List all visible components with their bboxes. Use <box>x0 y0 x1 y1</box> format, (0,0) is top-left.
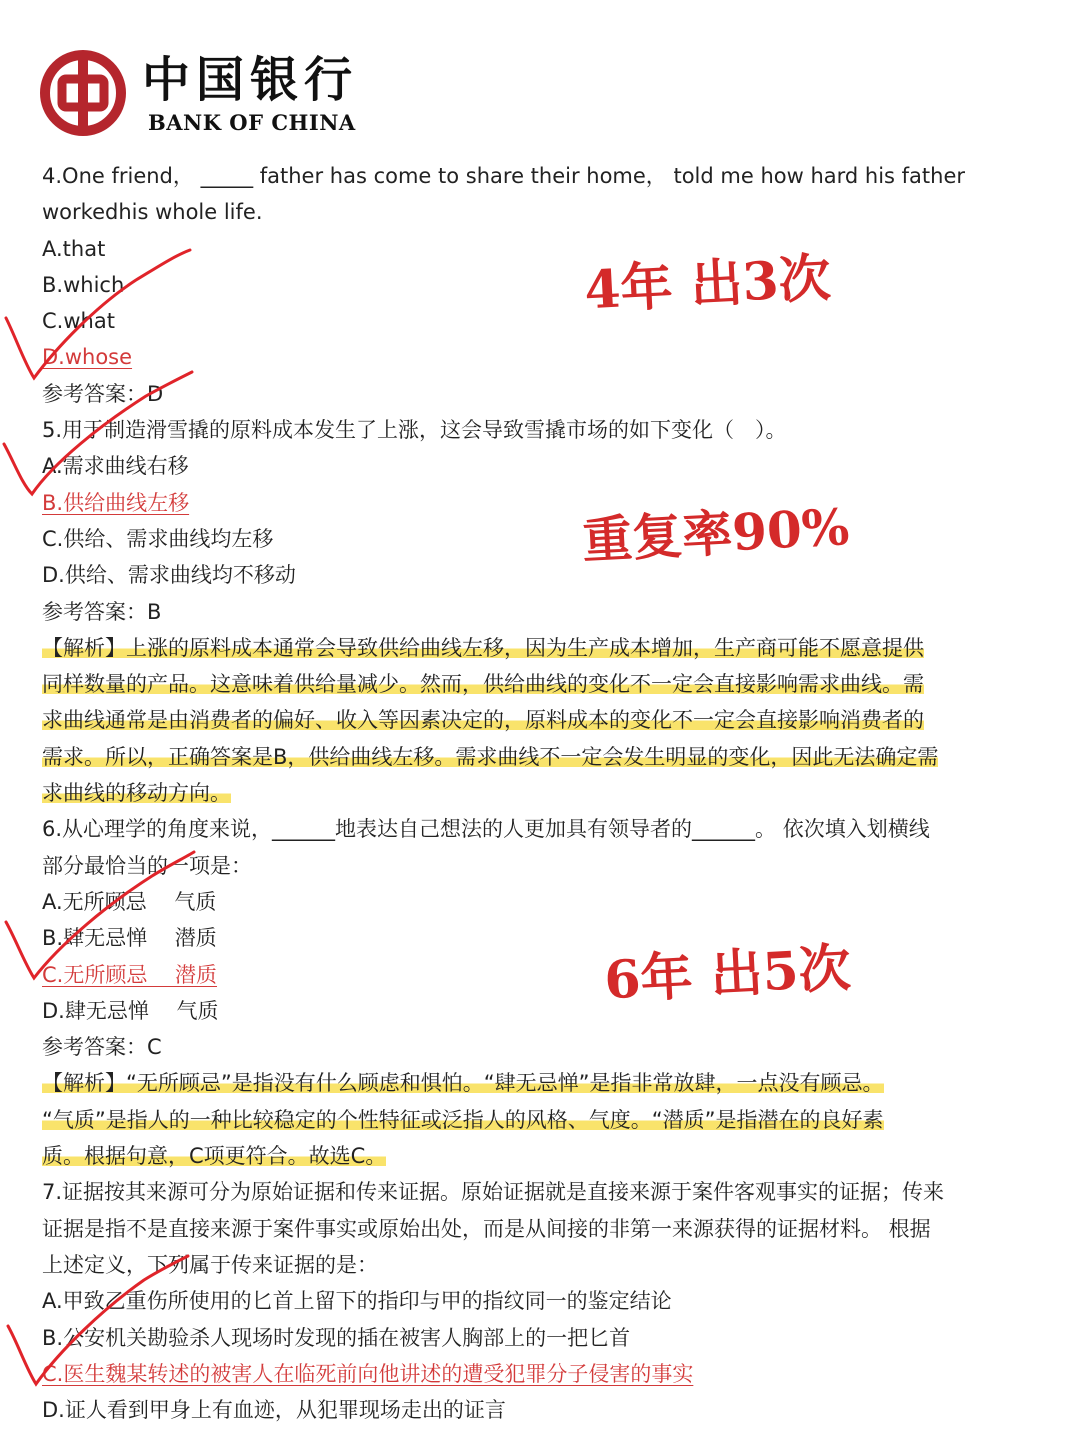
q5-option-c: C.供给、需求曲线均左移 <box>42 526 274 551</box>
q7-stem-line2: 证据是指不是直接来源于案件事实或原始出处，而是从间接的非第一来源获得的证据材料。 根据 <box>42 1216 931 1241</box>
highlighted-text: 求曲线的移动方向。 <box>42 781 231 806</box>
q7-option-b: B.公安机关勘验杀人现场时发现的插在被害人胸部上的一把匕首 <box>42 1325 631 1350</box>
q7-option-a: A.甲致乙重伤所使用的匕首上留下的指印与甲的指纹同一的鉴定结论 <box>42 1289 672 1314</box>
q7-stem-line1: 7.证据按其来源可分为原始证据和传来证据。原始证据就是直接来源于案件客观事实的证据；传来 <box>42 1180 945 1205</box>
highlighted-text: 同样数量的产品。这意味着供给量减少。然而，供给曲线的变化不一定会直接影响需求曲线。需 <box>42 672 924 697</box>
highlighted-text: 求曲线通常是由消费者的偏好、收入等因素决定的，原料成本的变化不一定会直接影响消费者的 <box>42 708 924 733</box>
q6-option-a: A.无所顾忌 气质 <box>42 889 217 914</box>
q6-analysis-line2 <box>42 1102 1062 1138</box>
q6-stem-line2: 部分最恰当的一项是： <box>42 853 252 878</box>
handwritten-note-repeat-rate: 重复率90% <box>580 497 851 570</box>
q5-option-a: A.需求曲线右移 <box>42 454 189 479</box>
logo-english-name: BANK OF CHINA <box>148 110 356 135</box>
q4-stem-line1: 4.One friend， _____ father has come to share their home， told me how hard his father <box>42 164 966 188</box>
bank-logo <box>40 50 360 140</box>
handwritten-note-frequency-2: 6年 出5次 <box>602 937 853 1012</box>
q5-analysis-line5 <box>42 775 1062 811</box>
highlighted-text: 质。根据句意，C项更符合。故选C。 <box>42 1144 387 1169</box>
q5-stem: 5.用于制造滑雪撬的原料成本发生了上涨，这会导致雪撬市场的如下变化（ ）。 <box>42 418 787 443</box>
q7-stem-line3: 上述定义，下列属于传来证据的是： <box>42 1252 378 1277</box>
q5-option-d: D.供给、需求曲线均不移动 <box>42 563 296 588</box>
q4-stem-line2: workedhis whole life. <box>42 200 263 225</box>
q7-option-c-correct: C.医生魏某转述的被害人在临死前向他讲述的遭受犯罪分子侵害的事实 <box>42 1361 694 1386</box>
q5-analysis-line2 <box>42 666 1062 702</box>
q5-analysis-line4 <box>42 739 1062 775</box>
q6-option-b: B.肆无忌惮 潜质 <box>42 926 217 951</box>
q4-reference-answer: 参考答案：D <box>42 381 164 406</box>
bank-of-china-emblem-icon <box>40 50 126 136</box>
q7-option-d: D.证人看到甲身上有血迹，从犯罪现场走出的证言 <box>42 1398 506 1423</box>
q4-option-c: C.what <box>42 309 115 334</box>
highlighted-text: 【解析】“无所顾忌”是指没有什么顾虑和惧怕。“肆无忌惮”是指非常放肆，一点没有顾忌。 <box>42 1071 884 1096</box>
question-content <box>42 158 1062 1428</box>
q5-option-b-correct: B.供给曲线左移 <box>42 490 190 515</box>
highlighted-text: “气质”是指人的一种比较稳定的个性特征或泛指人的风格、气度。“潜质”是指潜在的良好素 <box>42 1107 884 1132</box>
q5-analysis-line1 <box>42 630 1062 666</box>
q6-analysis-line3 <box>42 1138 1062 1174</box>
q4-option-a: A.that <box>42 236 106 261</box>
highlighted-text: 【解析】上涨的原料成本通常会导致供给曲线左移，因为生产成本增加，生产商可能不愿意提供 <box>42 635 924 660</box>
logo-chinese-name: 中国银行 <box>142 52 359 108</box>
q6-reference-answer: 参考答案：C <box>42 1035 162 1060</box>
q4-option-b: B.which <box>42 272 125 297</box>
highlighted-text: 需求。所以，正确答案是B，供给曲线左移。需求曲线不一定会发生明显的变化，因此无法确定需 <box>42 744 939 769</box>
q4-option-d-correct: D.whose <box>42 345 133 370</box>
handwritten-note-frequency: 4年 出3次 <box>582 247 833 322</box>
q6-option-c-correct: C.无所顾忌 潜质 <box>42 962 218 987</box>
q6-analysis-line1 <box>42 1065 1062 1101</box>
q5-reference-answer: 参考答案：B <box>42 599 162 624</box>
q6-stem-line1: 6.从心理学的角度来说，______地表达自己想法的人更加具有领导者的______。 依次填入划横线 <box>42 817 930 842</box>
q6-option-d: D.肆无忌惮 气质 <box>42 998 219 1023</box>
q5-analysis-line3 <box>42 702 1062 738</box>
